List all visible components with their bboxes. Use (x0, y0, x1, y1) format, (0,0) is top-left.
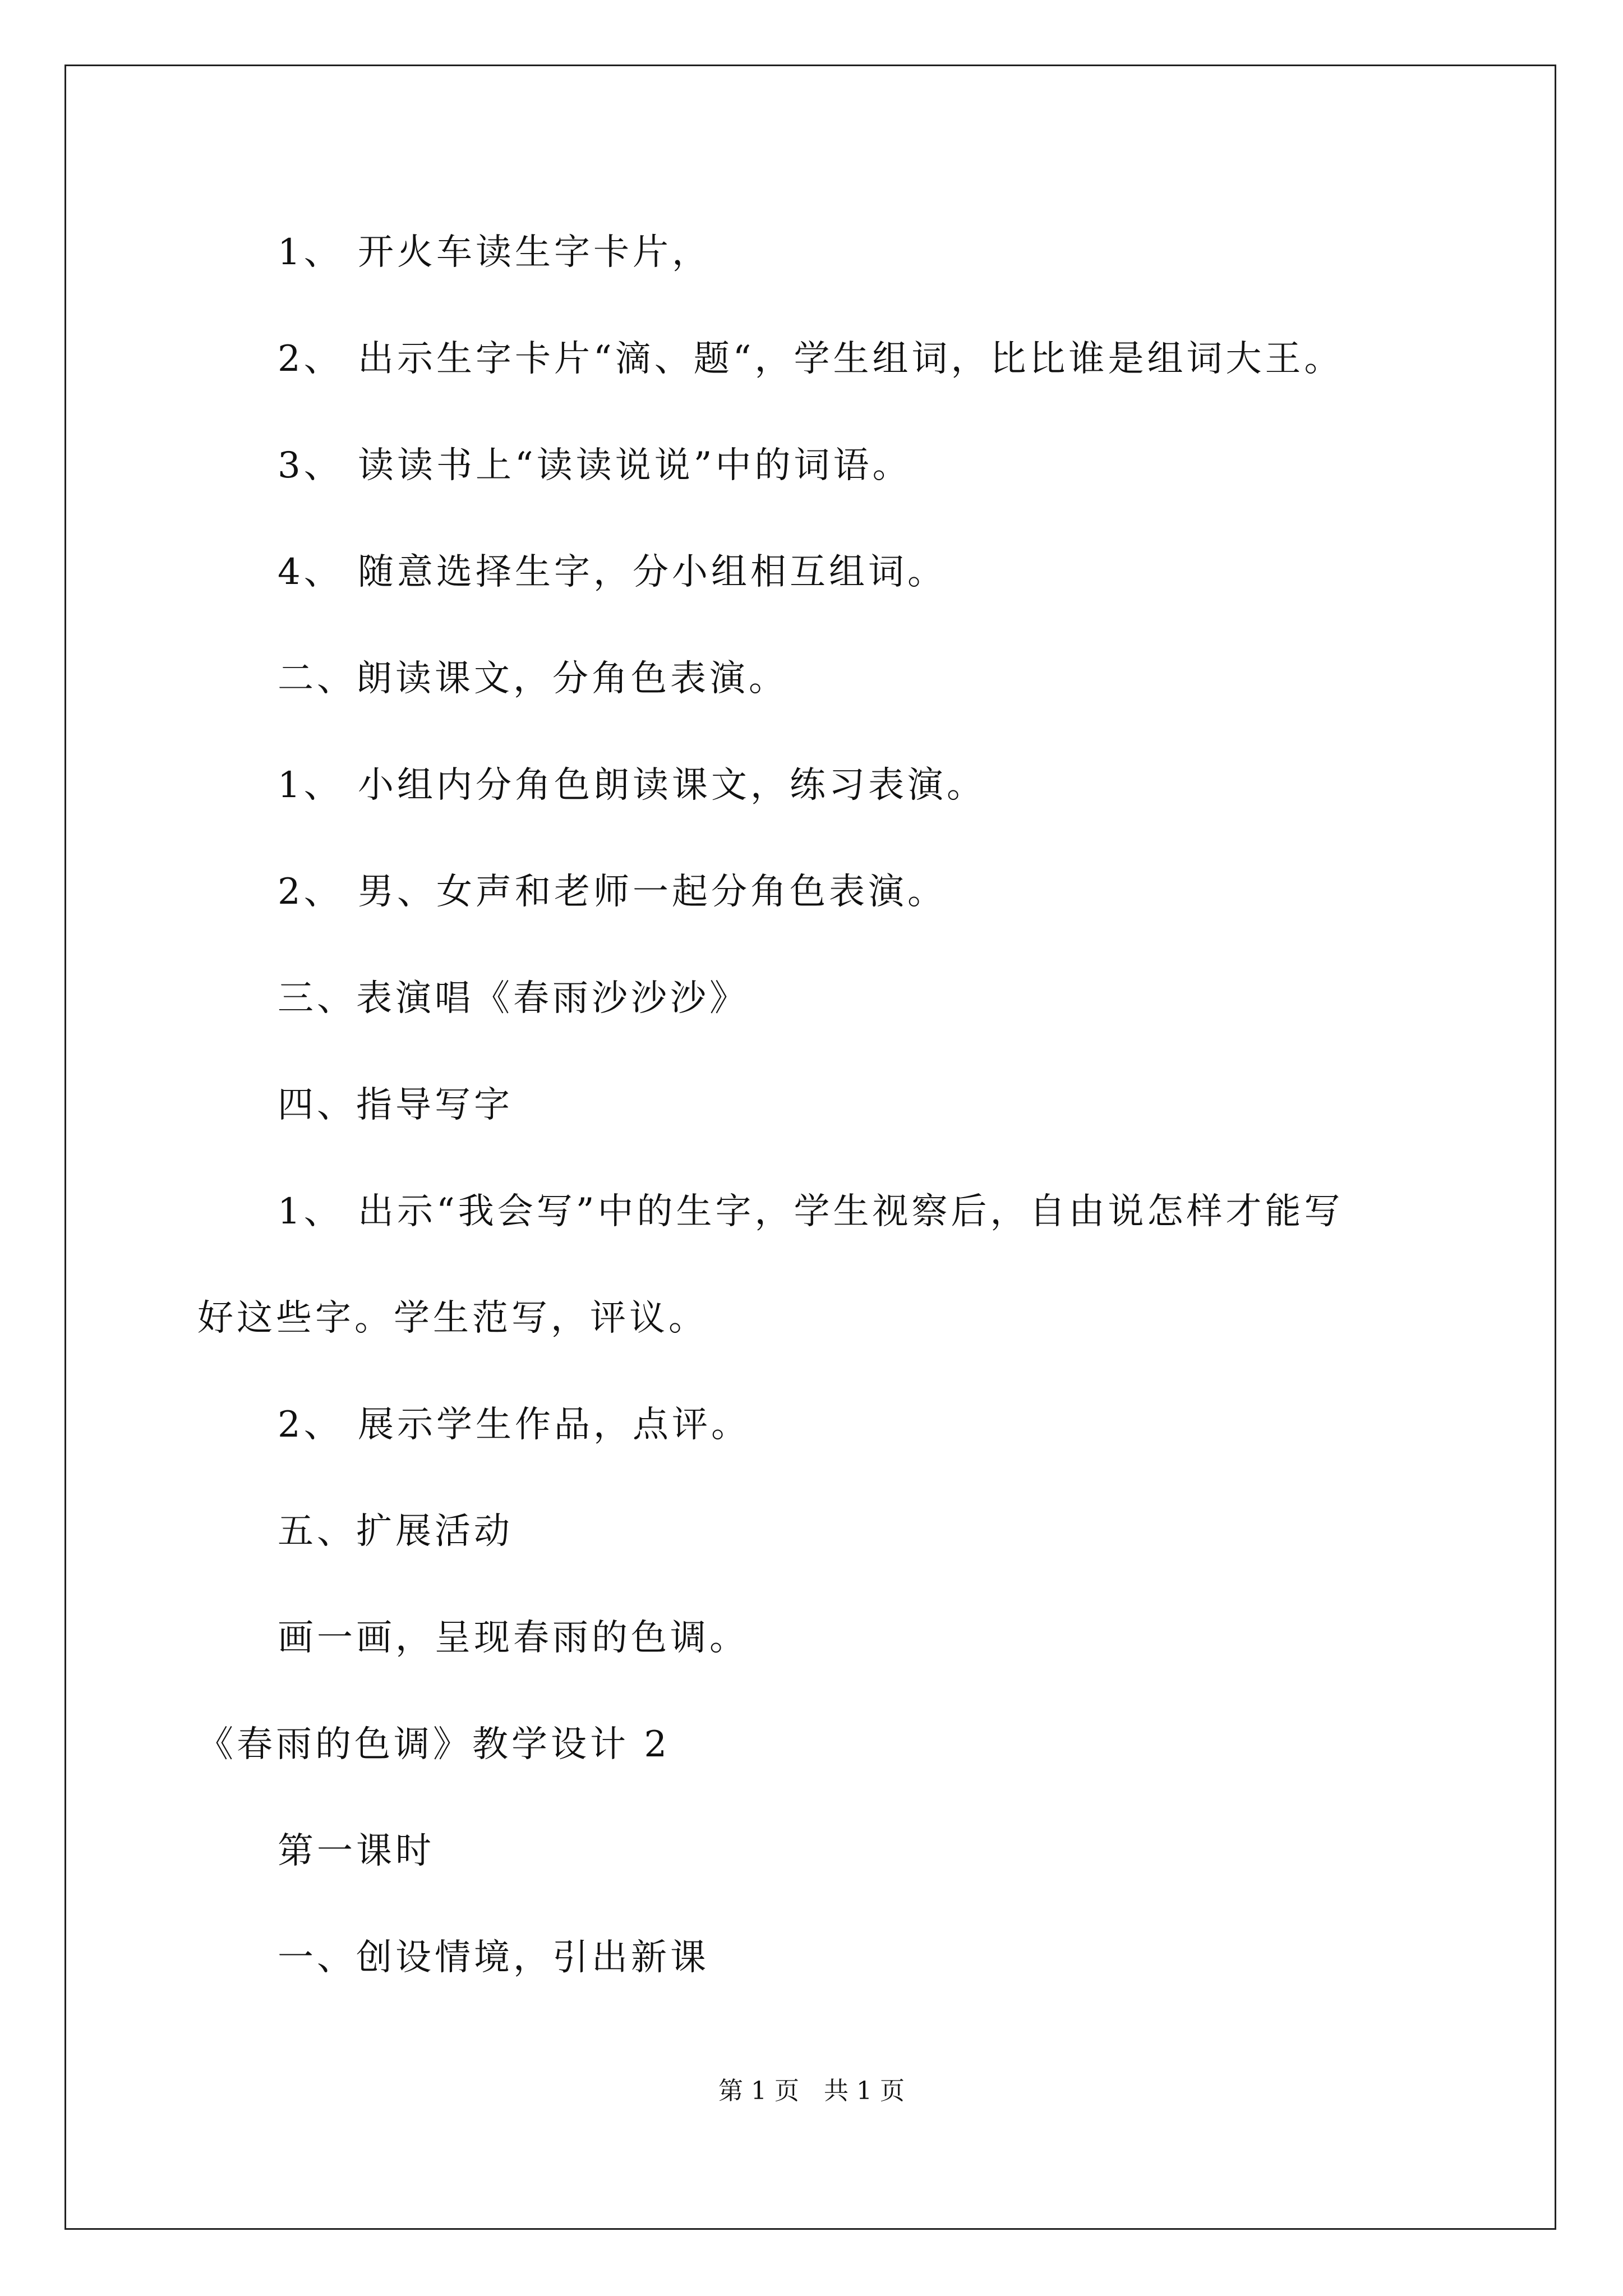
page-border (64, 65, 1556, 2230)
page-number-footer: 第 1 页 共 1 页 (718, 2077, 905, 2105)
section-heading: 三、表演唱《春雨沙沙沙》 (278, 978, 749, 1019)
body-paragraph: 1、 小组内分角色朗读课文，练习表演。 (278, 765, 986, 806)
document-title: 《春雨的色调》教学设计 2 (197, 1724, 671, 1765)
body-paragraph: 3、 读读书上“读读说说”中的词语。 (278, 445, 912, 486)
section-heading: 五、扩展活动 (278, 1511, 513, 1552)
body-paragraph-continuation: 好这些字。学生范写，评议。 (197, 1297, 708, 1339)
body-paragraph: 2、 男、女声和老师一起分角色表演。 (278, 871, 947, 913)
body-paragraph: 2、 展示学生作品，点评。 (278, 1404, 751, 1446)
body-paragraph: 1、 开火车读生字卡片， (278, 232, 712, 273)
section-heading: 第一课时 (278, 1830, 435, 1872)
section-heading: 四、指导写字 (278, 1084, 513, 1126)
body-paragraph: 4、 随意选择生字，分小组相互组词。 (278, 551, 947, 593)
section-heading: 一、创设情境，引出新课 (278, 1937, 709, 1978)
section-heading: 二、朗读课文，分角色表演。 (278, 658, 788, 700)
body-paragraph: 画一画，呈现春雨的色调。 (278, 1617, 749, 1659)
body-paragraph: 1、 出示“我会写”中的生字，学生视察后，自由说怎样才能写 (278, 1191, 1344, 1232)
body-paragraph: 2、 出示生字卡片“滴、题“，学生组词，比比谁是组词大王。 (278, 338, 1344, 380)
